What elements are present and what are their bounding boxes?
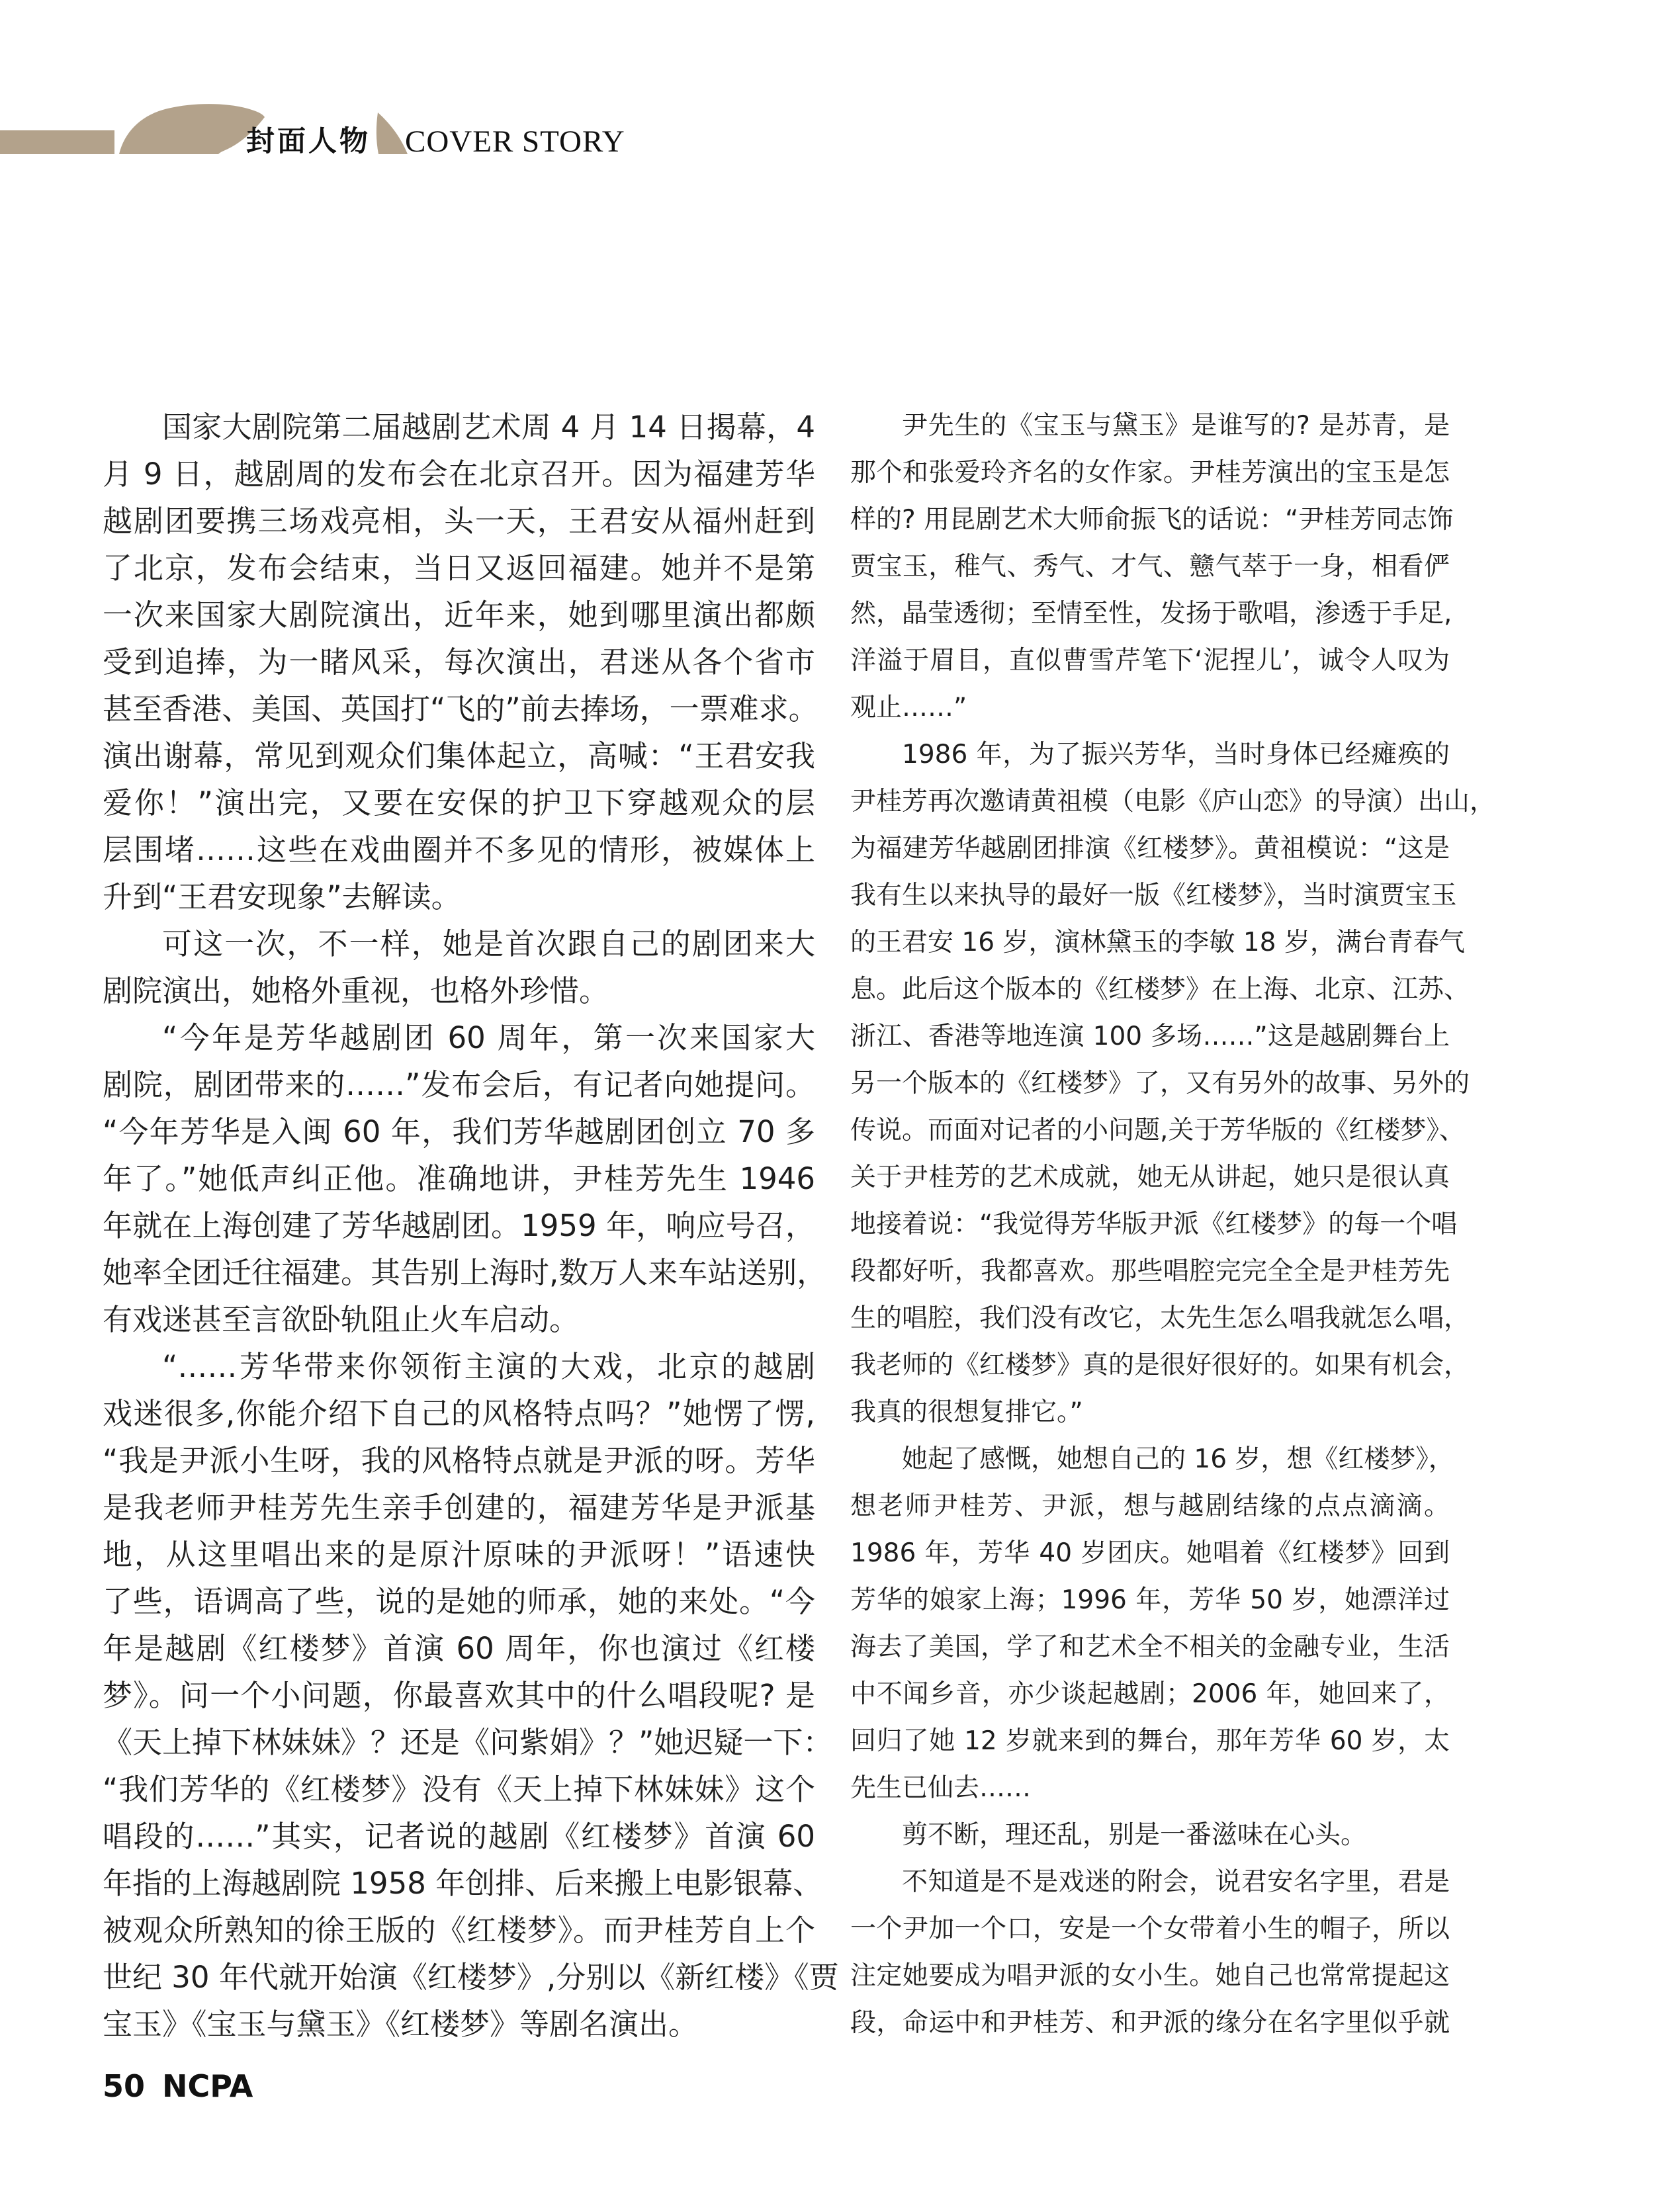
text-line: 先生已仙去…… bbox=[850, 1773, 1032, 1803]
text-line: 1986 年，为了振兴芳华，当时身体已经瘫痪的 bbox=[902, 740, 1450, 769]
text-line: 贾宝玉，稚气、秀气、才气、戆气萃于一身，相看俨 bbox=[850, 552, 1450, 582]
text-line: 她起了感慨，她想自己的 16 岁，想《红楼梦》， bbox=[902, 1444, 1454, 1474]
text-line: 洋溢于眉目，直似曹雪芹笔下‘泥捏儿’，诚令人叹为 bbox=[850, 646, 1450, 676]
text-line: 尹桂芳再次邀请黄祖模（电影《庐山恋》的导演）出山， bbox=[850, 787, 1496, 816]
text-line: “我们芳华的《红楼梦》没有《天上掉下林妹妹》这个 bbox=[103, 1772, 815, 1807]
text-line: 样的? 用昆剧艺术大师俞振飞的话说：“尹桂芳同志饰 bbox=[850, 505, 1454, 535]
text-line: “我是尹派小生呀，我的风格特点就是尹派的呀。芳华 bbox=[103, 1443, 815, 1478]
text-line: 年是越剧《红楼梦》首演 60 周年，你也演过《红楼 bbox=[103, 1631, 815, 1666]
page-footer bbox=[103, 2070, 253, 2103]
text-line: 回归了她 12 岁就来到的舞台，那年芳华 60 岁，太 bbox=[850, 1726, 1450, 1756]
header-decoration bbox=[0, 0, 1680, 198]
text-line: 世纪 30 年代就开始演《红楼梦》,分别以《新红楼》《贾 bbox=[103, 1960, 839, 1995]
text-line: 传说。而面对记者的小问题,关于芳华版的《红楼梦》、 bbox=[850, 1116, 1465, 1145]
section-title-zh: 封面人物 bbox=[246, 125, 371, 158]
text-line: 段都好听，我都喜欢。那些唱腔完完全全是尹桂芳先 bbox=[850, 1256, 1450, 1286]
text-line: 海去了美国，学了和艺术全不相关的金融专业，生活 bbox=[850, 1632, 1450, 1662]
text-line: 剧院演出，她格外重视，也格外珍惜。 bbox=[103, 973, 609, 1008]
text-line: 《天上掉下林妹妹》？还是《问紫娟》？”她迟疑一下： bbox=[103, 1725, 833, 1760]
text-line: 升到“王君安现象”去解读。 bbox=[103, 879, 461, 914]
article-column-left bbox=[103, 404, 839, 2048]
text-line: 一次来国家大剧院演出，近年来，她到哪里演出都颇 bbox=[103, 597, 815, 633]
page-number: 50 bbox=[103, 2068, 146, 2104]
text-line: 不知道是不是戏迷的附会，说君安名字里，君是 bbox=[902, 1867, 1450, 1897]
article-column-right bbox=[850, 402, 1496, 2046]
tail-swoosh-icon bbox=[376, 112, 408, 154]
text-line: 为福建芳华越剧团排演《红楼梦》。黄祖模说：“这是 bbox=[850, 834, 1450, 863]
text-line: 段，命运中和尹桂芳、和尹派的缘分在名字里似乎就 bbox=[850, 2008, 1450, 2038]
text-line: 年了。”她低声纠正他。准确地讲，尹桂芳先生 1946 bbox=[103, 1161, 815, 1196]
text-line: 剧院，剧团带来的……”发布会后，有记者向她提问。 bbox=[103, 1067, 815, 1102]
text-line: 我有生以来执导的最好一版《红楼梦》，当时演贾宝玉 bbox=[850, 881, 1457, 910]
text-line: 我真的很想复排它。” bbox=[850, 1397, 1083, 1427]
text-line: 爱你！”演出完，又要在安保的护卫下穿越观众的层 bbox=[103, 785, 815, 820]
text-line: 地接着说：“我觉得芳华版尹派《红楼梦》的每一个唱 bbox=[850, 1209, 1458, 1239]
text-line: 唱段的……”其实，记者说的越剧《红楼梦》首演 60 bbox=[103, 1819, 815, 1854]
text-line: 甚至香港、美国、英国打“飞的”前去捧场，一票难求。 bbox=[103, 691, 818, 726]
magazine-name: NCPA bbox=[162, 2068, 253, 2104]
text-line: 梦》。问一个小问题，你最喜欢其中的什么唱段呢? 是 bbox=[103, 1678, 815, 1713]
text-line: 生的唱腔，我们没有改它，太先生怎么唱我就怎么唱， bbox=[850, 1303, 1470, 1333]
section-title-en: COVER STORY bbox=[405, 124, 625, 159]
text-line: 想老师尹桂芳、尹派，想与越剧结缘的点点滴滴。 bbox=[850, 1491, 1450, 1521]
text-line: 年指的上海越剧院 1958 年创排、后来搬上电影银幕、 bbox=[103, 1866, 823, 1901]
text-line: 受到追捧，为一睹风采，每次演出，君迷从各个省市 bbox=[103, 644, 815, 679]
text-line: “……芳华带来你领衔主演的大戏，北京的越剧 bbox=[162, 1349, 815, 1384]
text-line: 那个和张爱玲齐名的女作家。尹桂芳演出的宝玉是怎 bbox=[850, 458, 1450, 488]
text-line: 可这一次，不一样，她是首次跟自己的剧团来大 bbox=[162, 926, 815, 961]
text-line: 国家大剧院第二届越剧艺术周 4 月 14 日揭幕，4 bbox=[162, 410, 815, 445]
text-line: 月 9 日，越剧周的发布会在北京召开。因为福建芳华 bbox=[103, 457, 815, 492]
text-line: 观止……” bbox=[850, 693, 967, 722]
leaf-swoosh-icon bbox=[119, 104, 265, 154]
text-line: 有戏迷甚至言欲卧轨阻止火车启动。 bbox=[103, 1302, 580, 1337]
text-line: 芳华的娘家上海；1996 年，芳华 50 岁，她漂洋过 bbox=[850, 1585, 1450, 1615]
header-bar bbox=[0, 130, 114, 154]
text-line: 一个尹加一个口，安是一个女带着小生的帽子，所以 bbox=[850, 1914, 1450, 1944]
text-line: “今年芳华是入闽 60 年，我们芳华越剧团创立 70 多 bbox=[103, 1114, 815, 1149]
text-line: 宝玉》《宝玉与黛玉》《红楼梦》等剧名演出。 bbox=[103, 2007, 699, 2042]
text-line: 我老师的《红楼梦》真的是很好很好的。如果有机会， bbox=[850, 1350, 1470, 1380]
text-line: 剪不断，理还乱，别是一番滋味在心头。 bbox=[902, 1820, 1367, 1850]
text-line: “今年是芳华越剧团 60 周年，第一次来国家大 bbox=[162, 1020, 815, 1055]
text-line: 被观众所熟知的徐王版的《红楼梦》。而尹桂芳自上个 bbox=[103, 1913, 815, 1948]
text-line: 演出谢幕，常见到观众们集体起立，高喊：“王君安我 bbox=[103, 738, 815, 773]
text-line: 是我老师尹桂芳先生亲手创建的，福建芳华是尹派基 bbox=[103, 1490, 815, 1525]
text-line: 层围堵……这些在戏曲圈并不多见的情形，被媒体上 bbox=[103, 832, 815, 867]
text-line: 了些，语调高了些，说的是她的师承，她的来处。“今 bbox=[103, 1584, 815, 1619]
text-line: 另一个版本的《红楼梦》了，又有另外的故事、另外的 bbox=[850, 1069, 1470, 1098]
text-line: 关于尹桂芳的艺术成就，她无从讲起，她只是很认真 bbox=[850, 1162, 1450, 1192]
text-line: 1986 年，芳华 40 岁团庆。她唱着《红楼梦》回到 bbox=[850, 1538, 1450, 1568]
text-line: 地，从这里唱出来的是原汁原味的尹派呀！”语速快 bbox=[103, 1537, 815, 1572]
text-line: 年就在上海创建了芳华越剧团。1959 年，响应号召， bbox=[103, 1208, 815, 1243]
text-line: 浙江、香港等地连演 100 多场……”这是越剧舞台上 bbox=[850, 1022, 1450, 1051]
text-line: 戏迷很多,你能介绍下自己的风格特点吗？”她愣了愣, bbox=[103, 1396, 815, 1431]
text-line: 了北京，发布会结束，当日又返回福建。她并不是第 bbox=[103, 550, 815, 586]
text-line: 她率全团迁往福建。其告别上海时,数万人来车站送别， bbox=[103, 1255, 827, 1290]
text-line: 然，晶莹透彻；至情至性，发扬于歌唱，渗透于手足, bbox=[850, 599, 1452, 629]
text-line: 尹先生的《宝玉与黛玉》是谁写的? 是苏青，是 bbox=[902, 411, 1450, 441]
text-line: 越剧团要携三场戏亮相，头一天，王君安从福州赶到 bbox=[103, 503, 815, 539]
text-line: 的王君安 16 岁，演林黛玉的李敏 18 岁，满台青春气 bbox=[850, 928, 1465, 957]
text-line: 注定她要成为唱尹派的女小生。她自己也常常提起这 bbox=[850, 1961, 1450, 1991]
text-line: 息。此后这个版本的《红楼梦》在上海、北京、江苏、 bbox=[850, 975, 1470, 1004]
text-line: 中不闻乡音，亦少谈起越剧；2006 年，她回来了， bbox=[850, 1679, 1450, 1709]
